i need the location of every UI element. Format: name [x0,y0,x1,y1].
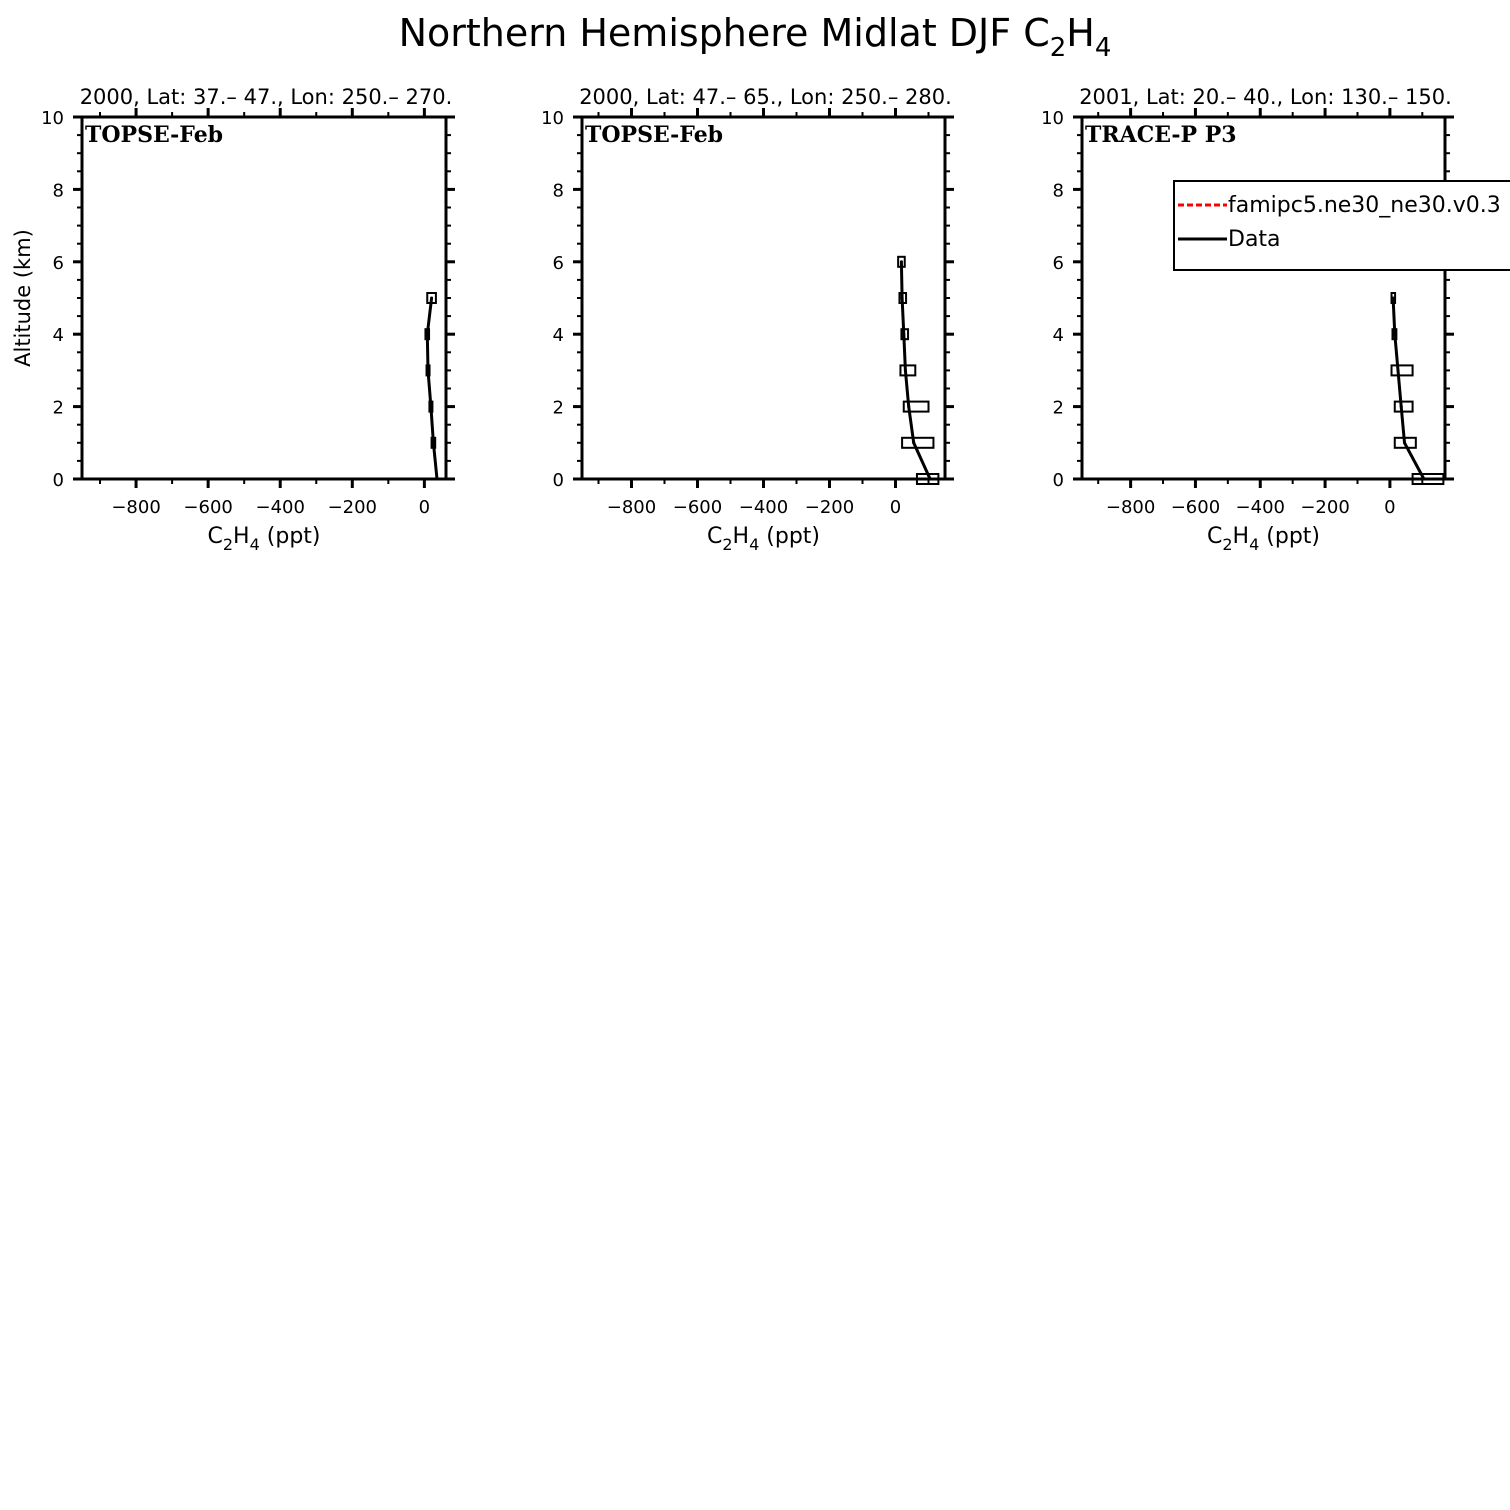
data-range-box [902,438,933,448]
x-tick-label: −200 [327,497,378,518]
data-point [1392,297,1395,300]
campaign-label: TRACE-P P3 [1085,122,1237,148]
x-tick-label: −800 [111,497,161,518]
data-line [427,298,437,479]
x-tick-label: 0 [418,497,431,518]
x-tick-label: −800 [1105,497,1156,518]
plot-frame [582,117,945,479]
x-tick-label: −800 [606,497,657,518]
x-axis-label-part: (ppt) [259,524,321,549]
y-tick-label: 6 [552,252,564,274]
x-tick-label: −400 [1235,497,1285,518]
data-point [426,333,429,336]
figure-title-sub: 2 [1049,33,1067,63]
x-tick-label: −600 [672,497,723,518]
y-tick-label: 10 [41,108,64,129]
x-axis-label-part: C [207,524,223,549]
x-axis-label-part: (ppt) [1259,524,1321,549]
x-axis-label [207,524,320,554]
x-tick-label: 0 [1384,497,1396,518]
x-axis-label-part: 2 [222,535,234,554]
y-tick-label: 0 [552,470,564,491]
data-line [1393,298,1424,479]
chart-panel-3 [1041,85,1454,554]
panels-group [11,85,1510,554]
y-tick-label: 4 [52,325,64,347]
data-range-box [1395,402,1413,412]
y-tick-label: 2 [1052,397,1064,419]
y-axis-label: Altitude (km) [11,229,35,367]
panel-header: 2001, Lat: 20.– 40., Lon: 130.– 150. [1079,85,1452,109]
figure-title-text: Northern Hemisphere Midlat DJF C [398,11,1050,55]
panel-header: 2000, Lat: 47.– 65., Lon: 250.– 280. [579,85,952,109]
figure-title [399,11,1112,63]
legend-label: Data [1228,227,1281,252]
data-point [1422,478,1425,481]
data-range-box [1392,365,1413,375]
y-tick-label: 4 [1052,325,1064,347]
x-axis-label-part: H [732,524,750,549]
panel-header: 2000, Lat: 37.– 47., Lon: 250.– 270. [79,85,453,109]
data-point [1403,441,1406,444]
y-tick-label: 0 [1052,470,1064,491]
y-tick-label: 8 [52,180,64,202]
y-tick-label: 8 [552,180,564,202]
x-tick-label: −600 [1170,497,1221,518]
x-axis-label-part: 2 [1222,535,1233,554]
plot-frame [82,117,446,479]
figure-title-sub: 4 [1094,33,1112,63]
y-tick-label: 10 [1041,108,1064,129]
x-tick-label: −200 [1300,497,1350,518]
x-axis-label [1207,524,1320,554]
x-axis-label-part: 4 [1249,535,1260,554]
y-tick-label: 6 [1052,252,1064,274]
x-axis-label-part: (ppt) [759,524,821,549]
data-point [900,260,903,263]
y-tick-label: 8 [1052,180,1064,202]
data-point [430,297,433,300]
x-axis-label-part: 2 [722,535,733,554]
data-point [432,441,435,444]
data-point [929,478,932,481]
x-tick-label: −400 [255,497,305,518]
data-point [426,369,429,372]
x-axis-label-part: H [233,524,250,549]
figure-title-mid: H [1066,11,1095,55]
x-axis-label-part: 4 [749,535,760,554]
x-axis-label [707,524,820,554]
y-tick-label: 6 [52,252,64,274]
legend-label: famipc5.ne30_ne30.v0.3 [1228,193,1501,218]
campaign-label: TOPSE-Feb [585,122,724,148]
x-tick-label: −400 [738,497,789,518]
x-tick-label: 0 [889,497,902,518]
y-tick-label: 2 [52,397,64,419]
y-tick-label: 0 [52,470,64,491]
data-point [901,297,904,300]
chart-panel-1 [41,85,455,554]
x-axis-label-part: H [1232,524,1250,549]
data-point [904,369,907,372]
data-point [902,333,905,336]
legend [1174,181,1510,270]
campaign-label: TOPSE-Feb [85,122,224,148]
data-point [429,405,432,408]
x-axis-label-part: C [706,524,723,549]
chart-panel-2 [541,85,954,554]
y-tick-label: 2 [552,397,564,419]
y-tick-label: 4 [552,325,564,347]
data-point [1400,405,1403,408]
x-axis-label-part: C [1206,524,1223,549]
data-point [1397,369,1400,372]
data-range-box [900,365,915,375]
x-tick-label: −200 [804,497,855,518]
data-point [907,405,910,408]
y-tick-label: 10 [541,108,564,129]
x-tick-label: −600 [183,497,233,518]
data-point [435,478,438,481]
x-axis-label-part: 4 [249,535,260,554]
data-point [912,441,915,444]
data-point [1393,333,1396,336]
